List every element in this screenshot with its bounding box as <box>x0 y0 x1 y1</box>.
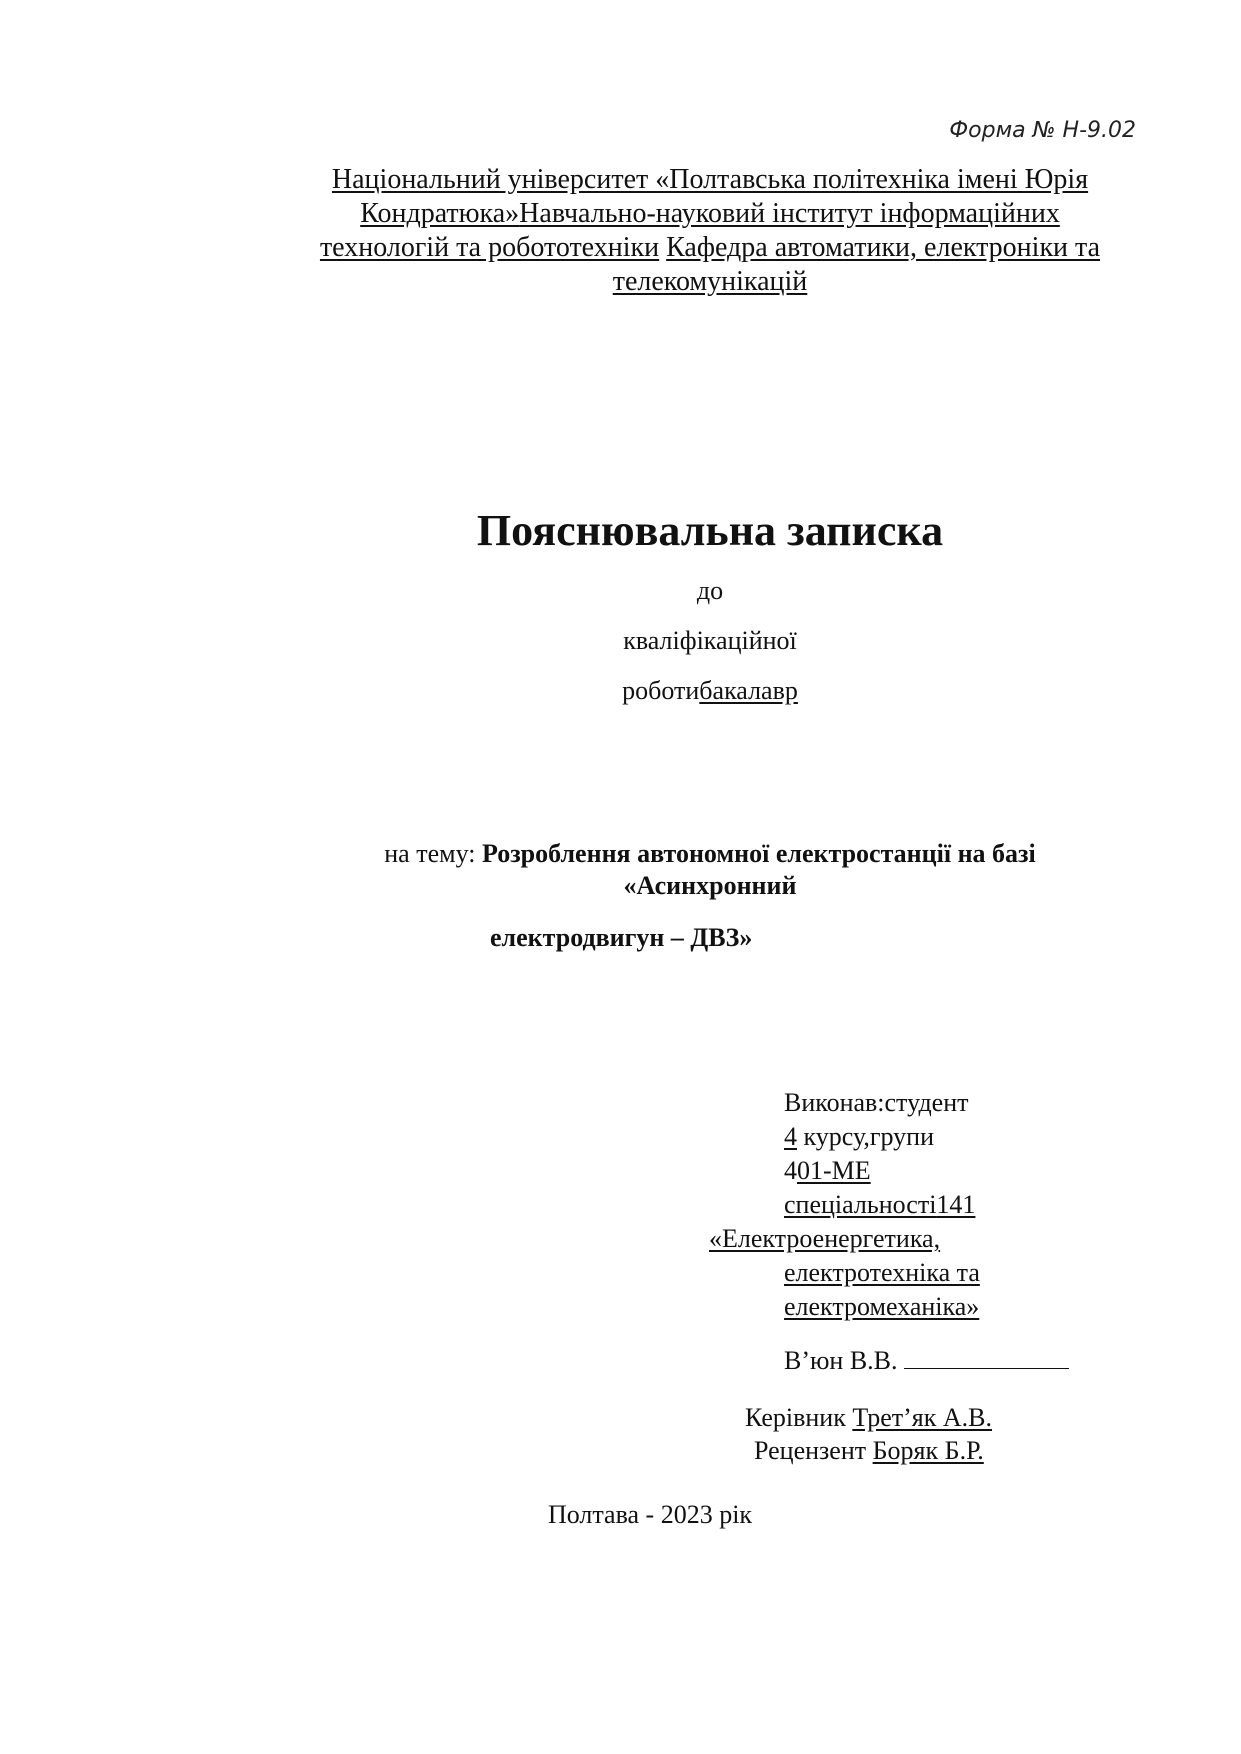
topic-title-line-2: електродвигун – ДВЗ» <box>490 923 753 952</box>
reviewer-name: Боряк Б.Р. <box>872 1436 984 1465</box>
institution-header <box>300 163 1120 299</box>
form-number: Форма № Н-9.02 <box>949 118 1136 143</box>
subtitle-line-3 <box>300 676 1120 706</box>
specialty-line <box>784 1190 975 1220</box>
supervisor-line <box>745 1403 992 1433</box>
work-label: роботи <box>622 676 700 705</box>
group-line <box>784 1156 871 1186</box>
university-name: Національний університет «Полтавська політехніка імені Юрія Кондратюка» <box>331 164 1089 229</box>
reviewer-line <box>754 1436 984 1466</box>
supervisor-label: Керівник <box>745 1403 853 1432</box>
signature-underline <box>904 1346 1069 1369</box>
course-number: 4 <box>784 1122 797 1151</box>
supervisor-name: Трет’як А.В. <box>852 1403 993 1432</box>
topic-title-line-1: Розроблення автономної електростанції на базі «Асинхронний <box>481 839 1036 900</box>
specialty-name-line-3: електромеханіка» <box>784 1292 980 1321</box>
subtitle-line-1: до <box>696 576 724 605</box>
specialty-name-line-2: електротехніка та <box>784 1258 980 1287</box>
group-code: 01-МЕ <box>797 1156 871 1185</box>
student-signature-line <box>784 1346 1069 1376</box>
document-title: Пояснювальна записка <box>476 506 944 555</box>
institute-name: Навчально-науковий інститут інформаційних технологій та робототехніки <box>319 198 1060 263</box>
reviewer-label: Рецензент <box>754 1436 873 1465</box>
place-and-year: Полтава - 2023 рік <box>547 1500 753 1529</box>
thesis-topic <box>300 838 1120 902</box>
specialty-code: 141 <box>936 1190 976 1219</box>
degree-label: бакалавр <box>699 676 798 705</box>
performed-by: Виконав:студент <box>784 1088 969 1117</box>
topic-prefix: на тему: <box>384 839 482 868</box>
course-line <box>784 1122 934 1152</box>
specialty-label: спеціальності <box>784 1190 937 1219</box>
course-label: курсу,групи <box>797 1122 935 1151</box>
subtitle-line-2: кваліфікаційної <box>623 626 797 655</box>
student-name: В’юн В.В. <box>784 1346 898 1375</box>
department-name: Кафедра автоматики, електроніки та телекомунікацій <box>612 232 1101 297</box>
group-prefix: 4 <box>784 1156 797 1185</box>
specialty-name-line-1: «Електроенергетика, <box>709 1224 941 1253</box>
